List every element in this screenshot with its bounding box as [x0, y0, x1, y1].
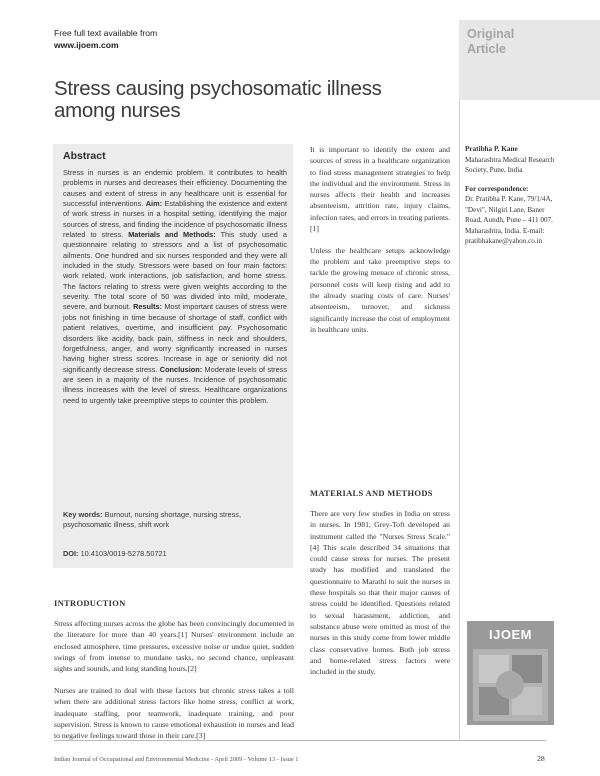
paragraph: Unless the healthcare setups acknowledge the problem and take preemptive steps to tackle the growing menace of chronic stress, personnel costs will keep rising and add to the already soaring costs of care. Nurses' absenteeism, turnover, and sickness significantly increase the cost of employment in healthcare units. — [310, 245, 450, 334]
paragraph: Stress affecting nurses across the globe has been convincingly documented in the literature for more than 40 years.[1] Nurses' environment include an enclosed atmosphere, time pressures, excessive noise or undue quiet, sudden swings of from intense to mundane tasks, no second chance, unpleasant sights and sounds, and long standing hours.[2] — [54, 619, 294, 674]
article-type-label — [467, 27, 567, 57]
doi-label: DOI: — [63, 549, 79, 558]
abstract-results-text: Most important causes of stress were jobs not finishing in time because of shortage of staff, conflict with patient relatives, overtime, and insufficient pay. Psychosomatic disorders like acidity, back pain, stiffness in neck and shoulders, forgetfulness, anger, and worry significantly increased in nurses having higher stress scores. Increase in age or seniority did not significantly decrease stress. — [63, 302, 288, 374]
article-title: Stress causing psychosomatic illness among nurses — [54, 77, 382, 122]
source-url[interactable]: www.ijoem.com — [54, 40, 119, 50]
introduction-heading: INTRODUCTION — [54, 598, 126, 608]
author-affiliation: Maharashtra Medical Research Society, Pune, India — [465, 155, 555, 174]
abstract-methods-text: This study used a questionnaire relating to stressors and a list of psychosomatic ailments. One hundred and six nurses responded and they were all included in the study. Stressors were based on four main factors: work related, work interactions, job satisfaction, and home stress. The factors relating to stress were given weights according to the severity. The total score of 50 was divided into mild, moderate, severe, and burnout. — [63, 230, 287, 312]
keywords — [63, 510, 287, 531]
page-number: 28 — [537, 754, 545, 763]
article-type-box — [459, 20, 600, 100]
abstract-results-label: Results: — [133, 302, 163, 312]
methods-body — [310, 508, 450, 688]
author-name: Pratibha P. Kane — [465, 145, 518, 153]
introduction-col2 — [310, 144, 450, 346]
doi-text[interactable]: 10.4103/0019-5278.50721 — [80, 549, 167, 558]
paragraph: There are very few studies in India on stress in nurses. In 1981, Grey-Toft developed an instrument called the "Nurses Stress Scale."[4] This scale described 34 situations that could cause stress for nurses. The present study has modified and translated the questionnaire to Marathi to suit the nurses in these hospitals so that their major causes of stress could be identified. Questions related to sexual harassment, addiction, and substance abuse were omitted as most of the nurses in this study come from lower middle class conservative homes. Both job stress and home-related stress factors were included in the study. — [310, 509, 450, 677]
abstract-conclusion-label: Conclusion: — [159, 364, 203, 374]
abstract-text — [63, 168, 287, 406]
correspondence-text: Dr. Pratibha P. Kane, 79/1/4A, "Devi", Nilgiri Lane, Baner Road, Aundh, Pune – 411 007. Maharashtra, India. E-mail: pratibhakane@yahoo.co.in — [465, 195, 553, 245]
methods-heading: MATERIALS AND METHODS — [310, 488, 433, 498]
abstract-heading: Abstract — [63, 150, 106, 162]
logo-graphic-icon — [467, 645, 554, 725]
keywords-text: Burnout, nursing shortage, nursing stress, psychosomatic illness, shift work — [63, 510, 241, 530]
footer-journal: Indian Journal of Occupational and Environmental Medicine - April 2009 - Volume 13 - Issue 1 — [54, 756, 299, 763]
footer-divider — [54, 740, 546, 741]
author-info — [465, 144, 555, 247]
keywords-label: Key words: — [63, 510, 103, 519]
article-type-line2: Article — [467, 42, 506, 56]
abstract-aim-text: Establishing the existence and extent of work stress in nurses in a hospital setting, identifying the major sources of stress, and finding the incidence of psychosomatic illness related to stress. — [63, 199, 287, 240]
doi — [63, 549, 287, 558]
column-divider — [459, 100, 460, 740]
correspondence-label: For correspondence: — [465, 184, 529, 193]
logo-text: IJOEM — [489, 627, 532, 642]
article-type-line1: Original — [467, 27, 515, 41]
abstract-aim-label: Aim: — [145, 199, 163, 209]
journal-logo — [467, 621, 554, 725]
abstract-methods-label: Materials and Methods: — [128, 230, 216, 240]
abstract-conclusion-text: Moderate levels of stress are seen in a majority of the nurses. Incidence of psychosomatic illness increases with the level of stress. Healthcare organizations need to urgently take preemptive steps to counter this problem. — [63, 364, 287, 405]
source-label: Free full text available from — [54, 28, 158, 38]
abstract-intro: Stress in nurses is an endemic problem. It contributes to health problems in nurses and decreases their efficiency. Documenting the causes and extent of stress in any healthcare unit is essential for successful interventions. — [63, 168, 287, 209]
paragraph: Nurses are trained to deal with these factors but chronic stress takes a toll when there are additional stress factors like home stress, conflict at work, inadequate staffing, poor teamwork, inadequate training, and poor supervision. Stress is known to cause emotional exhaustion in nurses and lead to negative feelings toward those in their care.[3] — [54, 685, 294, 741]
paragraph: It is important to identify the extent and sources of stress in a healthcare organization to find stress management strategies to help the individual and the environment. Stress in nurses affects their health and increases absenteeism, attrition rate, injury claims, infection rates, and errors in treating patients.[1] — [310, 145, 450, 234]
introduction-col1 — [54, 618, 294, 752]
